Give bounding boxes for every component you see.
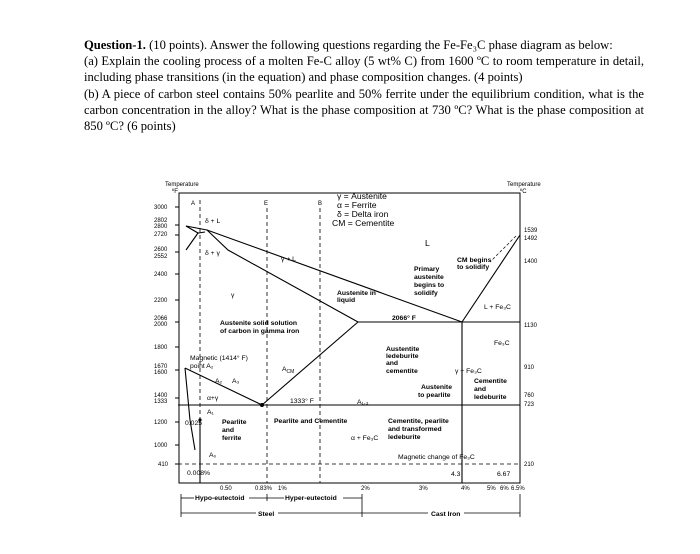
tick-1400: 1400: [154, 393, 168, 399]
right-axis-title: Temperature: [507, 182, 541, 188]
hypo-eutectoid-label: Hypo-eutectoid: [195, 495, 245, 502]
question-points: (10 points). Answer the following questions regarding the Fe-Fe₃C phase diagram as below:: [145, 38, 613, 52]
primary-austenite-line2: austenite: [414, 274, 444, 281]
austenite-solid-line2: of carbon in gamma iron: [220, 328, 300, 335]
tick-1130: 1130: [524, 323, 537, 329]
left-axis-ticks: [175, 207, 179, 464]
eutectoid-temperature: 1333° F: [290, 398, 314, 405]
austenite-ledeburite-line2: ledeburite: [386, 353, 419, 360]
primary-austenite-line4: solidify: [414, 290, 438, 297]
tick-1539: 1539: [524, 228, 538, 234]
magnetic-change-label: Magnetic change of Fe₃C: [398, 454, 475, 461]
tick-410: 410: [158, 462, 169, 468]
tick-2552: 2552: [154, 254, 168, 260]
tick-2400: 2400: [154, 272, 168, 278]
tick-1600: 1600: [154, 370, 168, 376]
composition-0025: 0.025: [185, 420, 203, 427]
pearlite-ferrite-line1: Pearlite: [222, 419, 247, 426]
hyper-eutectoid-label: Hyper-eutectoid: [285, 495, 337, 502]
xtick-1: 1%: [278, 486, 287, 492]
xtick-5: 5%: [487, 486, 496, 492]
tick-760: 760: [524, 393, 535, 399]
cm-begins-line1: CM begins: [457, 257, 492, 264]
cementite-ledeburite-line2: and: [474, 386, 487, 393]
tick-723: 723: [524, 402, 535, 408]
composition-667: 6.67: [497, 471, 511, 478]
cast-iron-label: Cast Iron: [431, 511, 461, 518]
xtick-2: 2%: [361, 486, 370, 492]
region-liquid-fe3c: L + Fe₃C: [484, 304, 511, 311]
austenite-ledeburite-line1: Austentite: [386, 346, 420, 353]
region-gamma-liquid: γ + L: [281, 256, 296, 263]
a13-label: A₁,₃: [357, 399, 369, 406]
right-axis-unit: ºC: [520, 189, 527, 195]
a0-label: A₀: [209, 452, 217, 459]
tick-3000: 3000: [154, 205, 168, 211]
cementite-ledeburite-line1: Cementite: [474, 378, 507, 385]
acm-label: [282, 366, 294, 375]
cementite-pearlite-line3: ledeburite: [388, 434, 421, 441]
composition-43: 4.3: [451, 471, 461, 478]
austenite-solid-line1: Austenite solid solution: [220, 320, 298, 327]
austenite-ledeburite-line3: and: [386, 360, 399, 367]
question-heading: Question-1.: [84, 38, 146, 52]
tick-1800: 1800: [154, 345, 168, 351]
austenite-in-liquid-line1: Austenite in: [337, 290, 376, 297]
point-b-label: B: [318, 201, 323, 207]
region-alpha-fe3c: α + Fe₃C: [351, 435, 379, 442]
question-part-a: (a) Explain the cooling process of a molten Fe-C alloy (5 wt% C) from 1600 ºC to room temperature in detail, including phase transitions (in the equation) and phase composition changes. (4 points): [84, 54, 644, 85]
tick-2600: 2600: [154, 247, 168, 253]
a3-label: A₃: [232, 378, 240, 385]
a1-label: A₁: [207, 409, 214, 416]
legend-austenite: γ = Austenite: [337, 191, 387, 201]
magnetic-point-line2: point A₂: [190, 363, 214, 370]
point-e-label: E: [264, 201, 269, 207]
legend-delta-iron: δ = Delta iron: [337, 209, 389, 219]
tick-210: 210: [524, 462, 535, 468]
austenite-to-pearlite-line2: to pearlite: [418, 392, 451, 399]
cementite-ledeburite-line3: ledeburite: [474, 394, 507, 401]
tick-1000: 1000: [154, 443, 168, 449]
composition-0008: 0.008%: [187, 470, 211, 477]
fe3c-label: Fe₃C: [494, 340, 510, 347]
region-alpha-gamma: α+γ: [207, 395, 219, 402]
cementite-pearlite-line1: Cementite, pearlite: [388, 418, 449, 425]
tick-910: 910: [524, 365, 535, 371]
region-delta-gamma: δ + γ: [205, 250, 220, 257]
region-delta-liquid: δ + L: [205, 218, 221, 225]
primary-austenite-line3: begins to: [414, 282, 445, 289]
xtick-083: 0.83%: [255, 486, 273, 492]
tick-1400: 1400: [524, 259, 538, 265]
acm-subscript: CM: [286, 369, 295, 375]
region-gamma: γ: [231, 292, 235, 299]
tick-1670: 1670: [154, 364, 168, 370]
austenite-ledeburite-line4: cementite: [386, 368, 418, 375]
point-a-label: A: [191, 201, 196, 207]
eutectoid-point: [260, 403, 264, 407]
a2-label: A₂: [215, 378, 223, 385]
tick-2802: 2802: [154, 218, 168, 224]
left-axis-unit: ºF: [172, 189, 178, 195]
pearlite-cementite-label: Pearlite and Cementite: [274, 418, 348, 425]
primary-austenite-line1: Primary: [414, 266, 440, 273]
eutectic-temperature: 2066° F: [392, 315, 416, 322]
tick-2066: 2066: [154, 316, 168, 322]
cementite-pearlite-line2: and transformed: [388, 426, 442, 433]
cm-begins-line2: to solidify: [457, 264, 490, 271]
xtick-3: 3%: [419, 486, 428, 492]
acm-letter: A: [282, 366, 287, 373]
tick-2200: 2200: [154, 298, 168, 304]
pearlite-ferrite-line3: ferrite: [222, 435, 242, 442]
liquid-label: L: [425, 238, 430, 248]
magnetic-point-line1: Magnetic (1414° F): [190, 355, 248, 362]
tick-2800: 2800: [154, 224, 168, 230]
legend-ferrite: α = Ferrite: [337, 200, 377, 210]
xtick-050: 0.50: [220, 486, 232, 492]
xtick-4: 4%: [461, 486, 470, 492]
left-axis-title: Temperature: [165, 182, 199, 188]
question-part-b: (b) A piece of carbon steel contains 50% pearlite and 50% ferrite under the equilibrium condition, what is the carbon concentration in the alloy? What is the phase composition at 730 ºC? What is the phase composition at 850 ºC? (6 points): [84, 86, 644, 134]
austenite-in-liquid-line2: liquid: [337, 297, 356, 304]
region-gamma-fe3c: γ + Fe₃C: [455, 368, 482, 375]
cm-line: [490, 236, 516, 262]
austenite-to-pearlite-line1: Austenite: [421, 384, 452, 391]
tick-1333: 1333: [154, 399, 168, 405]
tick-1200: 1200: [154, 420, 168, 426]
steel-label: Steel: [258, 511, 275, 518]
tick-2720: 2720: [154, 232, 168, 238]
pearlite-ferrite-line2: and: [222, 427, 235, 434]
tick-1492: 1492: [524, 236, 538, 242]
legend-cementite: CM = Cementite: [332, 218, 395, 228]
xtick-6: 6%: [500, 486, 509, 492]
xtick-65: 6.5%: [511, 486, 525, 492]
tick-2000: 2000: [154, 322, 168, 328]
